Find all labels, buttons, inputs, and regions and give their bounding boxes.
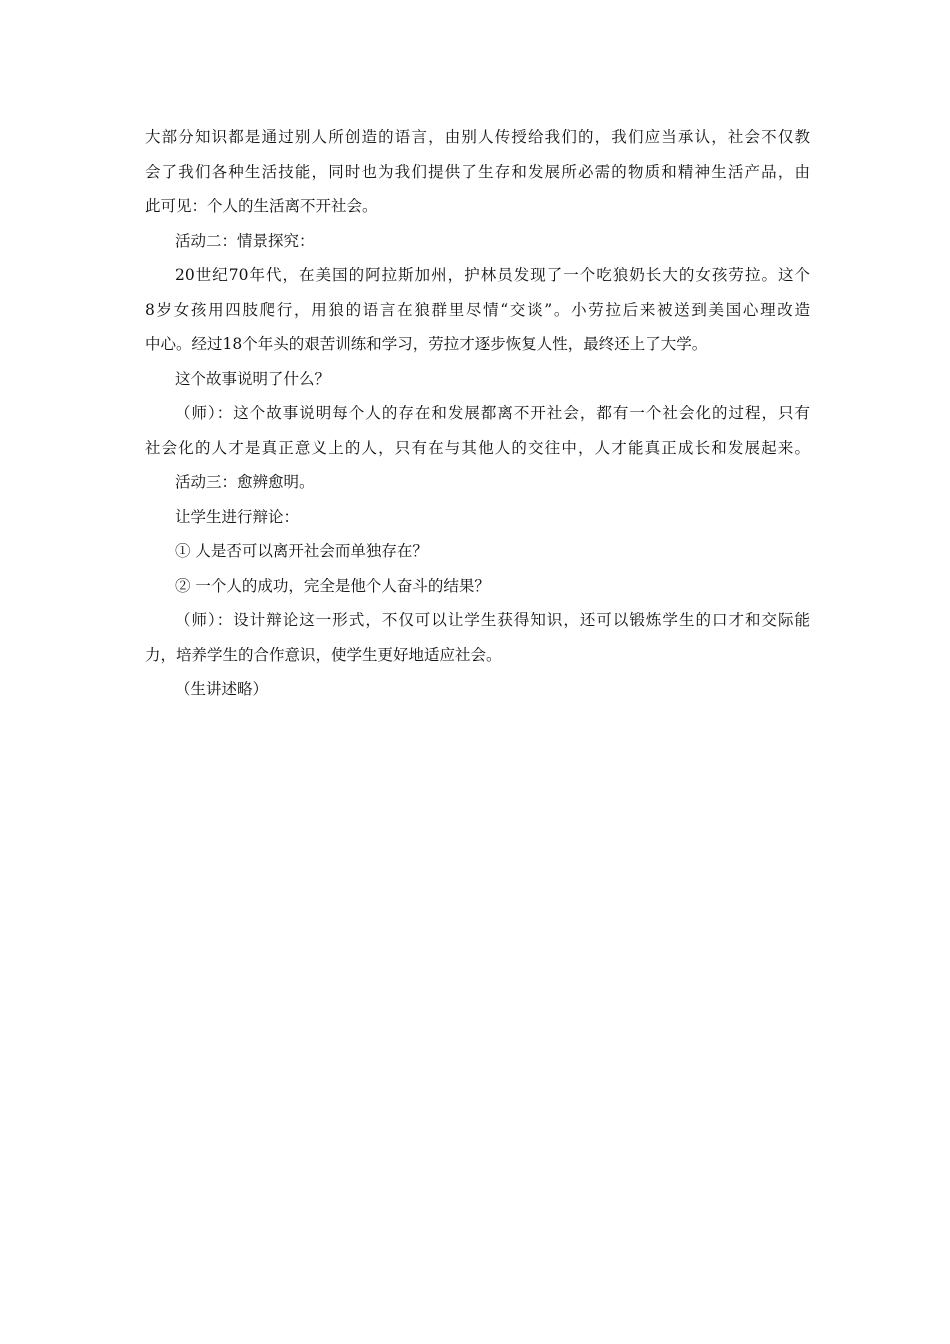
text-line: 活动三：愈辨愈明。 (175, 473, 315, 491)
text-line: ② 一个人的成功，完全是他个人奋斗的结果？ (175, 576, 490, 595)
section-heading (145, 224, 810, 259)
debate-topic (145, 534, 810, 569)
paragraph (145, 120, 810, 224)
text-line: （师）：设计辩论这一形式，不仅可以让学生获得知识，还可以锻炼学生的口才和交际能 (175, 611, 810, 629)
text-line: 此可见：个人的生活离不开社会。 (145, 197, 378, 215)
note (145, 672, 810, 707)
text-line: 中心。经过18个年头的艰苦训练和学习，劳拉才逐步恢复人性，最终还上了大学。 (145, 335, 708, 353)
question (145, 362, 810, 397)
paragraph (145, 258, 810, 362)
document-page (145, 120, 810, 707)
teacher-comment (145, 396, 810, 465)
section-heading (145, 465, 810, 500)
text-line: 8岁女孩用四肢爬行，用狼的语言在狼群里尽情“交谈”。小劳拉后来被送到美国心理改造 (145, 300, 810, 319)
text-line: 让学生进行辩论： (175, 507, 300, 526)
text-line: 20世纪70年代，在美国的阿拉斯加州，护林员发现了一个吃狼奶长大的女孩劳拉。这个 (175, 266, 810, 284)
text-line: （生讲述略） (175, 680, 269, 698)
text-line: 这个故事说明了什么？ (175, 369, 331, 388)
text-line: 活动二：情景探究： (175, 231, 315, 250)
debate-topic (145, 569, 810, 604)
text-line: 会了我们各种生活技能，同时也为我们提供了生存和发展所必需的物质和精神生活产品，由 (145, 162, 810, 181)
text-line: ① 人是否可以离开社会而单独存在？ (175, 542, 428, 560)
teacher-comment (145, 603, 810, 672)
text-line: 大部分知识都是通过别人所创造的语言，由别人传授给我们的，我们应当承认，社会不仅教 (145, 128, 810, 146)
text-line: 力，培养学生的合作意识，使学生更好地适应社会。 (145, 645, 502, 664)
instruction (145, 500, 810, 535)
text-line: 社会化的人才是真正意义上的人，只有在与其他人的交往中，人才能真正成长和发展起来。 (145, 438, 810, 457)
text-line: （师）：这个故事说明每个人的存在和发展都离不开社会，都有一个社会化的过程，只有 (175, 404, 810, 422)
